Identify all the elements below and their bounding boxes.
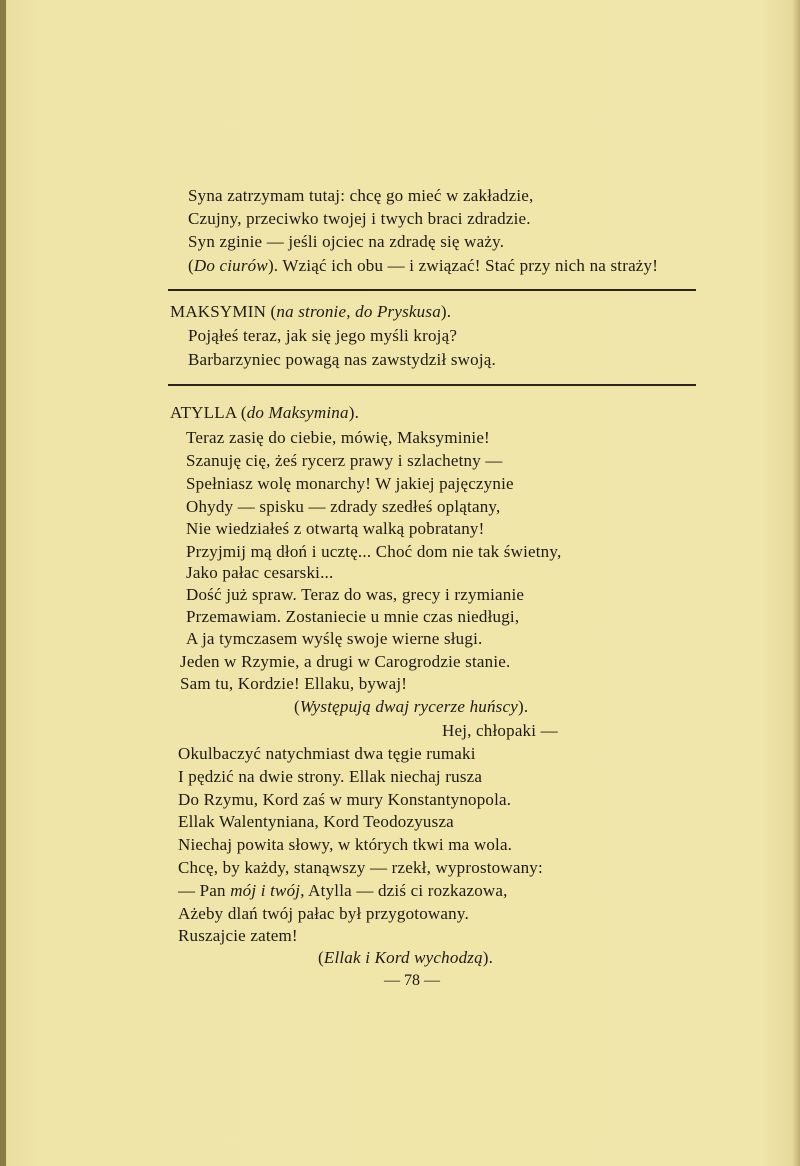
stage-direction-line: (Ellak i Kord wychodzą).	[318, 948, 494, 967]
speaker-heading: MAKSYMIN (na stronie, do Pryskusa).	[170, 302, 452, 321]
speaker-name: ATYLLA	[170, 403, 237, 422]
verse-line: Niechaj powita słowy, w których tkwi ma wola.	[178, 835, 513, 854]
verse-line: Pojąłeś teraz, jak się jego myśli kroją?	[188, 326, 458, 345]
verse-line: Syn zginie — jeśli ojciec na zdradę się waży.	[188, 232, 505, 251]
verse-line: Spełniasz wolę monarchy! W jakiej pajęczynie	[186, 474, 514, 493]
verse-line: Przemawiam. Zostaniecie u mnie czas niedługi,	[186, 607, 520, 626]
verse-line: Do Rzymu, Kord zaś w mury Konstantynopola.	[178, 790, 512, 809]
verse-line: Nie wiedziałeś z otwartą walką pobratany!	[186, 519, 485, 538]
verse-line: Ażeby dlań twój pałac był przygotowany.	[178, 904, 469, 923]
verse-line: Czujny, przeciwko twojej i twych braci zdradzie.	[188, 209, 531, 228]
verse-line: A ja tymczasem wyślę swoje wierne sługi.	[186, 629, 483, 648]
verse-line: I pędzić na dwie strony. Ellak niechaj rusza	[178, 767, 483, 786]
verse-line: Przyjmij mą dłoń i ucztę... Choć dom nie tak świetny,	[186, 542, 562, 561]
verse-line: — Pan mój i twój, Atylla — dziś ci rozkazowa,	[178, 881, 508, 900]
emphasis-text: mój i twój	[230, 881, 301, 900]
stage-direction: do Maksymina	[246, 403, 349, 422]
verse-line: Dość już spraw. Teraz do was, grecy i rzymianie	[186, 585, 525, 604]
verse-line: Syna zatrzymam tutaj: chcę go mieć w zakładzie,	[188, 186, 534, 205]
section-divider	[168, 384, 696, 386]
verse-line: (Do ciurów). Wziąć ich obu — i związać! Stać przy nich na straży!	[188, 256, 659, 275]
speaker-name: MAKSYMIN	[170, 302, 267, 321]
verse-line: Barbarzyniec powagą nas zawstydził swoją.	[188, 350, 496, 369]
section-divider	[168, 289, 696, 291]
verse-line: Ellak Walentyniana, Kord Teodozyusza	[178, 812, 454, 831]
verse-line: Chcę, by każdy, stanąwszy — rzekł, wyprostowany:	[178, 858, 543, 877]
stage-direction: Ellak i Kord wychodzą	[323, 948, 483, 967]
verse-line: Jako pałac cesarski...	[186, 563, 334, 582]
verse-line: Ohydy — spisku — zdrady szedłeś oplątany,	[186, 497, 501, 516]
verse-line: Sam tu, Kordzie! Ellaku, bywaj!	[180, 674, 408, 693]
verse-line: Okulbaczyć natychmiast dwa tęgie rumaki	[178, 744, 476, 763]
stage-direction: Występują dwaj rycerze huńscy	[299, 697, 518, 716]
page-number: — 78 —	[384, 972, 440, 989]
stage-direction: na stronie, do Pryskusa	[276, 302, 441, 321]
stage-direction-line: (Występują dwaj rycerze huńscy).	[294, 697, 529, 716]
verse-line: Ruszajcie zatem!	[178, 926, 298, 945]
book-spine-edge	[0, 0, 6, 1166]
stage-direction: Do ciurów	[193, 256, 268, 275]
verse-line-continuation: Hej, chłopaki —	[442, 721, 558, 740]
verse-line: Teraz zasię do ciebie, mówię, Maksyminie!	[186, 428, 490, 447]
speaker-heading: ATYLLA (do Maksymina).	[170, 403, 360, 422]
verse-line: Szanuję cię, żeś rycerz prawy i szlachetny —	[186, 451, 503, 470]
verse-line: Jeden w Rzymie, a drugi w Carogrodzie stanie.	[180, 652, 511, 671]
